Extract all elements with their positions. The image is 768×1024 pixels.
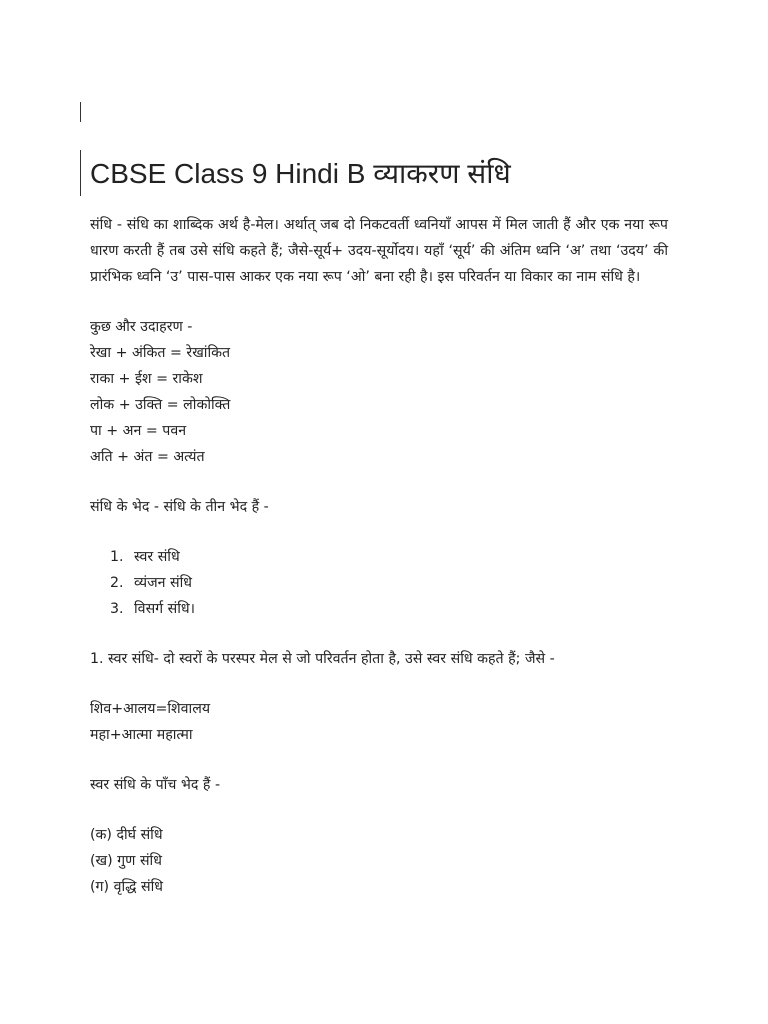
list-item: (ग) वृद्धि संधि (90, 879, 163, 895)
list-item: 1. स्वर संधि (128, 544, 668, 570)
swar-examples (90, 696, 668, 748)
example-item: रेखा + अंकित = रेखांकित (90, 345, 231, 361)
example-item: राका + ईश = राकेश (90, 371, 203, 387)
document-body (90, 212, 668, 900)
example-item: महा+आत्मा महात्मा (90, 727, 193, 743)
example-item: पा + अन = पवन (90, 423, 187, 439)
list-item: 3. विसर्ग संधि। (128, 596, 668, 622)
swar-definition: 1. स्वर संधि- दो स्वरों के परस्पर मेल से जो परिवर्तन होता है, उसे स्वर संधि कहते हैं; जैसे - (90, 651, 555, 667)
swar-types-heading: स्वर संधि के पाँच भेद हैं - (90, 777, 221, 793)
examples-heading: कुछ और उदाहरण - (90, 319, 193, 335)
heading-rule (80, 150, 81, 196)
intro-paragraph: संधि - संधि का शाब्दिक अर्थ है-मेल। अर्थात् जब दो निकटवर्ती ध्वनियाँ आपस में मिल जाती हैं और एक नया रूप धारण करती हैं तब उसे संधि कहते हैं; जैसे-सूर्य+ उदय-सूर्योदय। यहाँ ‘सूर्य’ की अंतिम ध्वनि ‘अ’ तथा ‘उदय’ की प्रारंभिक ध्वनि ‘उ’ पास-पास आकर एक नया रूप ‘ओ’ बना रही है। इस परिवर्तन या विकार का नाम संधि है। (90, 217, 668, 285)
list-item: (ख) गुण संधि (90, 853, 162, 869)
types-heading: संधि के भेद - संधि के तीन भेद हैं - (90, 499, 269, 515)
list-item: 2. व्यंजन संधि (128, 570, 668, 596)
example-item: अति + अंत = अत्यंत (90, 449, 205, 465)
example-item: लोक + उक्ति = लोकोक्ति (90, 397, 231, 413)
text-cursor-mark (80, 102, 81, 122)
example-item: शिव+आलय=शिवालय (90, 701, 211, 717)
swar-types-list (90, 822, 668, 900)
examples-section (90, 314, 668, 470)
types-list (90, 544, 668, 622)
page-title: CBSE Class 9 Hindi B व्याकरण संधि (90, 158, 511, 189)
list-item: (क) दीर्घ संधि (90, 827, 163, 843)
